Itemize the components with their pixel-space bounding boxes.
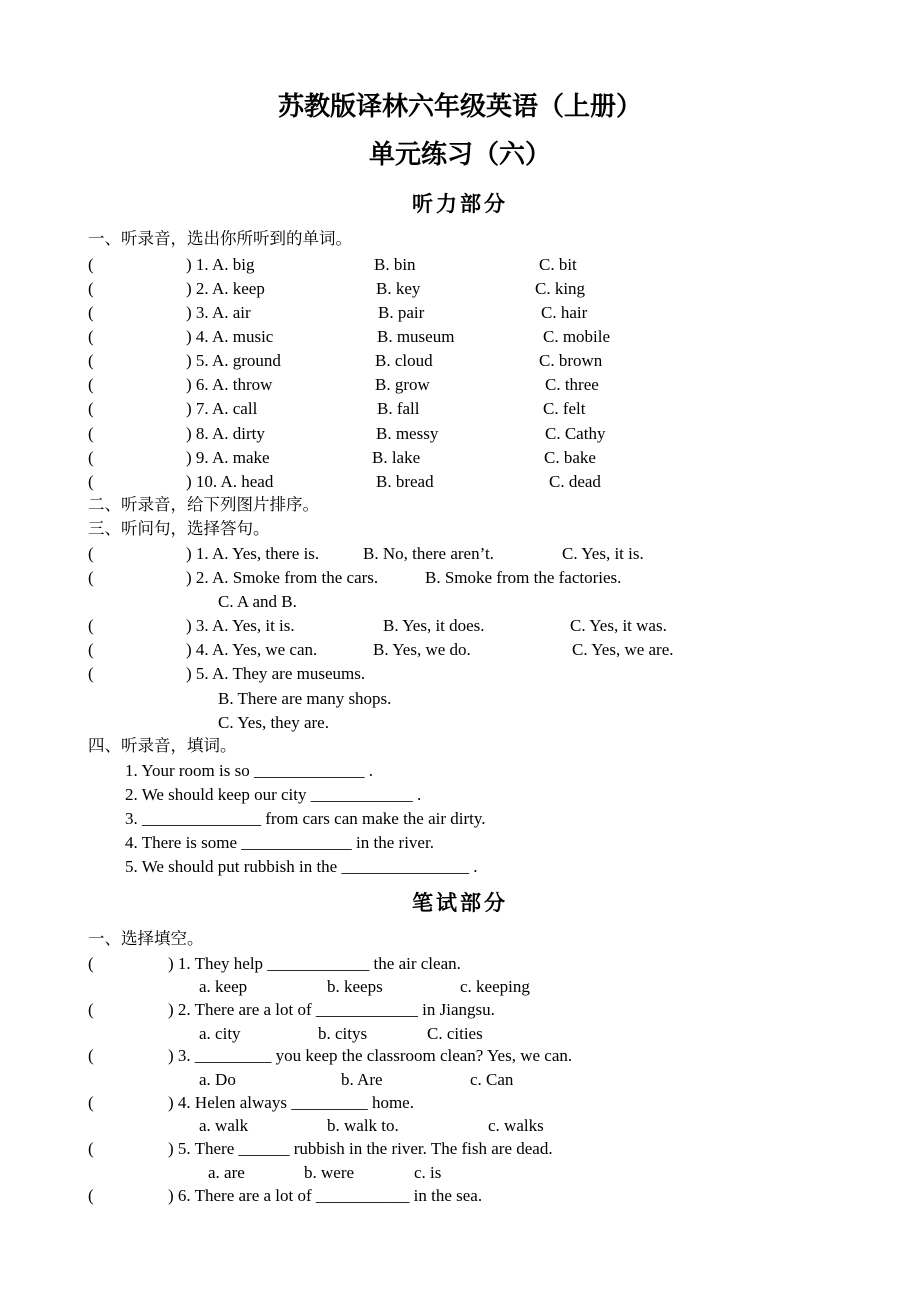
listening-part4-heading: 四、听录音，填词。 bbox=[88, 736, 237, 755]
fill-line: 4. There is some _____________ in the river. bbox=[125, 833, 434, 852]
option-c: c. Can bbox=[470, 1070, 514, 1089]
paren-open: ( bbox=[88, 616, 94, 635]
paren-open: ( bbox=[88, 954, 94, 973]
option-b: B. Yes, it does. bbox=[383, 616, 485, 635]
listening-part2-heading: 二、听录音，给下列图片排序。 bbox=[88, 495, 319, 514]
item-stem: ) 4. A. music bbox=[186, 327, 274, 346]
item-stem: ) 2. A. keep bbox=[186, 279, 265, 298]
item-stem: ) 6. A. throw bbox=[186, 375, 273, 394]
option-b: B. fall bbox=[377, 399, 420, 418]
paren-open: ( bbox=[88, 1000, 94, 1019]
option-c: C. mobile bbox=[543, 327, 611, 346]
fill-line: 1. Your room is so _____________ . bbox=[125, 761, 373, 780]
option-a: a. are bbox=[208, 1163, 245, 1182]
option-b: B. No, there aren’t. bbox=[363, 544, 494, 563]
question-stem: ) 5. There ______ rubbish in the river. The fish are dead. bbox=[168, 1139, 553, 1158]
question-stem: ) 6. There are a lot of ___________ in the sea. bbox=[168, 1186, 483, 1205]
option-b: B. grow bbox=[375, 375, 430, 394]
option-c: C. A and B. bbox=[218, 592, 297, 611]
paren-open: ( bbox=[88, 664, 94, 683]
paren-open: ( bbox=[88, 351, 94, 370]
option-b: b. were bbox=[304, 1163, 355, 1182]
listening-heading: 听力部分 bbox=[412, 191, 508, 216]
option-c: C. three bbox=[545, 375, 599, 394]
item-stem: ) 7. A. call bbox=[186, 399, 258, 418]
fill-line: 2. We should keep our city ____________ . bbox=[125, 785, 422, 804]
option-b: B. There are many shops. bbox=[218, 689, 392, 708]
item-stem: ) 2. A. Smoke from the cars. bbox=[186, 568, 379, 587]
paren-open: ( bbox=[88, 1186, 94, 1205]
item-stem: ) 5. A. They are museums. bbox=[186, 664, 366, 683]
option-b: B. museum bbox=[377, 327, 455, 346]
paren-open: ( bbox=[88, 568, 94, 587]
listening-part3-heading: 三、听问句，选择答句。 bbox=[88, 519, 270, 538]
paren-open: ( bbox=[88, 1046, 94, 1065]
paren-open: ( bbox=[88, 1093, 94, 1112]
option-c: C. brown bbox=[539, 351, 603, 370]
paren-open: ( bbox=[88, 424, 94, 443]
option-c: C. Yes, they are. bbox=[218, 713, 329, 732]
option-c: C. Cathy bbox=[545, 424, 606, 443]
item-stem: ) 8. A. dirty bbox=[186, 424, 265, 443]
option-c: C. felt bbox=[543, 399, 586, 418]
option-c: C. cities bbox=[427, 1024, 483, 1043]
option-b: b. Are bbox=[341, 1070, 383, 1089]
paren-open: ( bbox=[88, 544, 94, 563]
item-stem: ) 1. A. big bbox=[186, 255, 255, 274]
option-a: a. city bbox=[199, 1024, 241, 1043]
option-b: B. cloud bbox=[375, 351, 433, 370]
listening-part1-heading: 一、听录音，选出你所听到的单词。 bbox=[88, 229, 352, 248]
item-stem: ) 3. A. air bbox=[186, 303, 251, 322]
item-stem: ) 4. A. Yes, we can. bbox=[186, 640, 318, 659]
paren-open: ( bbox=[88, 1139, 94, 1158]
page-title: 苏教版译林六年级英语（上册） bbox=[277, 92, 642, 122]
option-b: B. bin bbox=[374, 255, 416, 274]
item-stem: ) 10. A. head bbox=[186, 472, 274, 491]
option-c: C. hair bbox=[541, 303, 588, 322]
paren-open: ( bbox=[88, 640, 94, 659]
paren-open: ( bbox=[88, 448, 94, 467]
item-stem: ) 5. A. ground bbox=[186, 351, 281, 370]
paren-open: ( bbox=[88, 303, 94, 322]
option-c: C. king bbox=[535, 279, 586, 298]
question-stem: ) 2. There are a lot of ____________ in Jiangsu. bbox=[168, 1000, 495, 1019]
question-stem: ) 1. They help ____________ the air clean. bbox=[168, 954, 461, 973]
writing-part1-heading: 一、选择填空。 bbox=[88, 929, 204, 948]
option-a: a. walk bbox=[199, 1116, 249, 1135]
writing-heading: 笔试部分 bbox=[412, 890, 508, 915]
option-c: C. bit bbox=[539, 255, 577, 274]
option-b: b. keeps bbox=[327, 977, 383, 996]
option-b: b. walk to. bbox=[327, 1116, 399, 1135]
option-b: B. Smoke from the factories. bbox=[425, 568, 622, 587]
option-b: b. citys bbox=[318, 1024, 368, 1043]
option-c: c. walks bbox=[488, 1116, 544, 1135]
option-c: C. Yes, it was. bbox=[570, 616, 667, 635]
option-b: B. pair bbox=[378, 303, 425, 322]
option-c: C. bake bbox=[544, 448, 596, 467]
option-c: C. Yes, we are. bbox=[572, 640, 674, 659]
item-stem: ) 1. A. Yes, there is. bbox=[186, 544, 320, 563]
option-b: B. lake bbox=[372, 448, 421, 467]
option-c: C. Yes, it is. bbox=[562, 544, 644, 563]
option-c: c. keeping bbox=[460, 977, 530, 996]
option-b: B. key bbox=[376, 279, 421, 298]
option-a: a. keep bbox=[199, 977, 248, 996]
paren-open: ( bbox=[88, 255, 94, 274]
page-subtitle: 单元练习（六） bbox=[368, 140, 551, 170]
option-a: a. Do bbox=[199, 1070, 236, 1089]
option-b: B. Yes, we do. bbox=[373, 640, 471, 659]
paren-open: ( bbox=[88, 375, 94, 394]
paren-open: ( bbox=[88, 399, 94, 418]
fill-line: 3. ______________ from cars can make the air dirty. bbox=[125, 809, 486, 828]
option-b: B. messy bbox=[376, 424, 439, 443]
paren-open: ( bbox=[88, 472, 94, 491]
option-b: B. bread bbox=[376, 472, 434, 491]
option-c: C. dead bbox=[549, 472, 601, 491]
question-stem: ) 3. _________ you keep the classroom clean? Yes, we can. bbox=[168, 1046, 573, 1065]
item-stem: ) 9. A. make bbox=[186, 448, 270, 467]
paren-open: ( bbox=[88, 279, 94, 298]
question-stem: ) 4. Helen always _________ home. bbox=[168, 1093, 414, 1112]
option-c: c. is bbox=[414, 1163, 442, 1182]
fill-line: 5. We should put rubbish in the _______________ . bbox=[125, 857, 478, 876]
item-stem: ) 3. A. Yes, it is. bbox=[186, 616, 295, 635]
paren-open: ( bbox=[88, 327, 94, 346]
